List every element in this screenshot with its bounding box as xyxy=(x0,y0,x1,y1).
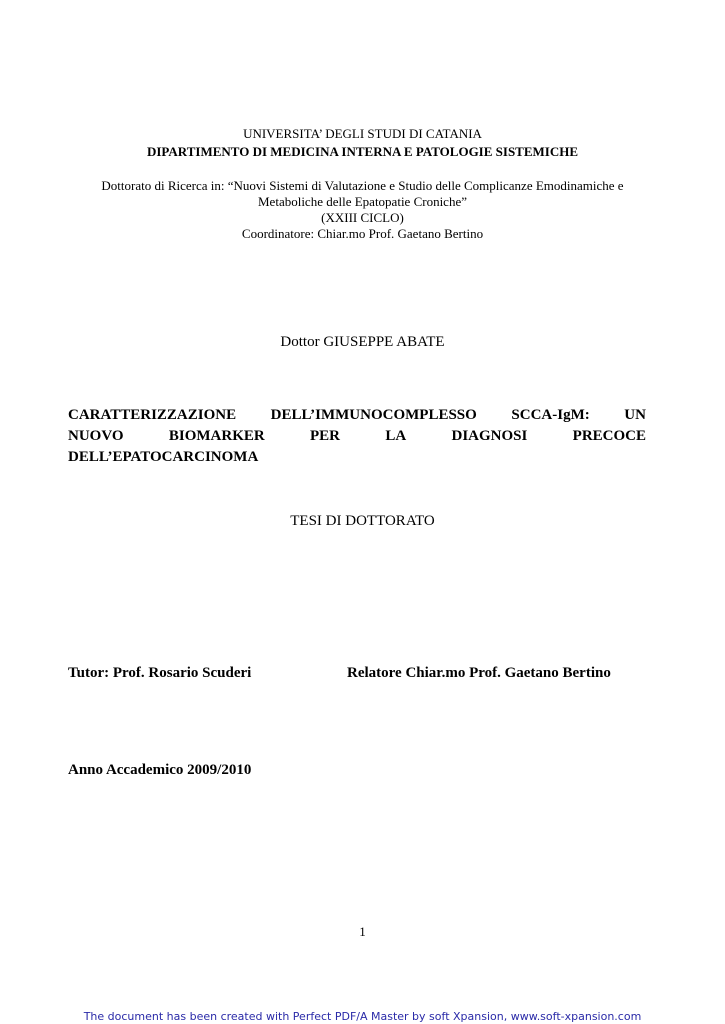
academic-year: Anno Accademico 2009/2010 xyxy=(68,762,252,778)
thesis-title-line-2 xyxy=(68,426,646,447)
author-name: Dottor GIUSEPPE ABATE xyxy=(280,334,445,350)
tutor: Tutor: Prof. Rosario Scuderi xyxy=(68,665,252,681)
title-word: BIOMARKER xyxy=(168,428,265,444)
department-name: DIPARTIMENTO DI MEDICINA INTERNA E PATOLOGIE SISTEMICHE xyxy=(146,144,579,159)
title-word: SCCA-IgM: xyxy=(511,407,590,423)
thesis-title xyxy=(68,405,646,468)
pdf-creator-footer: The document has been created with Perfect PDF/A Master by soft Xpansion, www.soft-xpansion.com xyxy=(83,1010,642,1023)
doctorate-line-1: Dottorato di Ricerca in: “Nuovi Sistemi di Valutazione e Studio delle Complicanze Emodinamiche e xyxy=(101,178,624,193)
title-word: DELL’IMMUNOCOMPLESSO xyxy=(270,407,477,423)
thesis-title-line-3: DELL’EPATOCARCINOMA xyxy=(68,449,259,465)
doctorate-cycle: (XXIII CICLO) xyxy=(321,210,404,225)
title-word: PER xyxy=(310,428,341,444)
university-name: UNIVERSITA’ DEGLI STUDI DI CATANIA xyxy=(243,126,482,141)
coordinator: Coordinatore: Chiar.mo Prof. Gaetano Bertino xyxy=(241,226,484,241)
title-word: UN xyxy=(624,407,646,423)
page-number: 1 xyxy=(359,924,366,939)
title-word: DIAGNOSI xyxy=(451,428,528,444)
thesis-type: TESI DI DOTTORATO xyxy=(290,513,435,529)
title-word: CARATTERIZZAZIONE xyxy=(68,407,237,423)
title-word: NUOVO xyxy=(68,428,124,444)
title-word: PRECOCE xyxy=(572,428,646,444)
thesis-title-line-1 xyxy=(68,405,646,426)
relatore: Relatore Chiar.mo Prof. Gaetano Bertino xyxy=(347,665,611,681)
doctorate-line-2: Metaboliche delle Epatopatie Croniche” xyxy=(258,194,467,209)
title-word: LA xyxy=(385,428,407,444)
